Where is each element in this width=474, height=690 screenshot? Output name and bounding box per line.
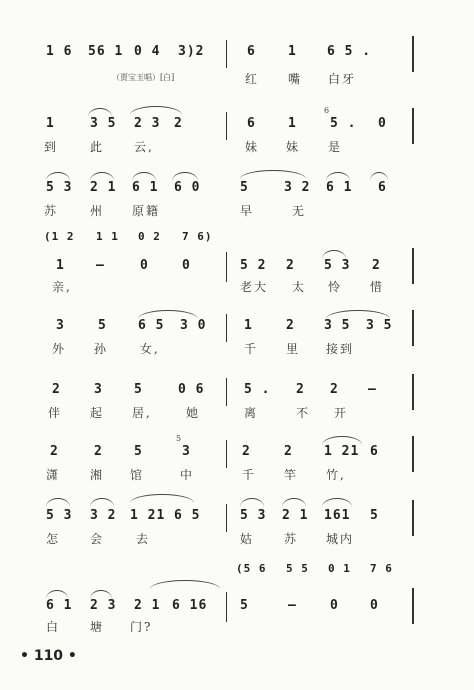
lyric: 竹, bbox=[326, 468, 346, 482]
lyric: 千 bbox=[244, 342, 259, 356]
note: 56 1 bbox=[88, 44, 124, 59]
note: — bbox=[96, 258, 105, 273]
note: 6 5 bbox=[138, 318, 165, 333]
intro-note: 7 6) bbox=[182, 230, 213, 243]
note: 3 5 bbox=[366, 318, 393, 333]
note: 6 bbox=[247, 116, 256, 131]
bar-line bbox=[226, 252, 227, 282]
note: 2 1 bbox=[134, 598, 161, 613]
grace-note: 6 bbox=[324, 106, 330, 115]
note: 5 . bbox=[330, 116, 357, 131]
lyric: 不 bbox=[296, 406, 311, 420]
note: 3)2 bbox=[178, 44, 205, 59]
lyric: 潇 bbox=[46, 468, 61, 482]
lyric: 起 bbox=[90, 406, 105, 420]
lyric: 老大 bbox=[240, 280, 269, 294]
slur bbox=[90, 498, 114, 507]
lyric: 接到 bbox=[326, 342, 355, 356]
note: 6 bbox=[370, 444, 379, 459]
note: 3 0 bbox=[180, 318, 207, 333]
bar-line bbox=[226, 440, 227, 468]
lyric: 白牙 bbox=[328, 72, 357, 86]
lyric: 居, bbox=[132, 406, 152, 420]
slur bbox=[130, 106, 182, 115]
slur bbox=[46, 498, 70, 507]
note: 1 bbox=[46, 116, 55, 131]
lyric: 城内 bbox=[326, 532, 355, 546]
lyric: 千 bbox=[242, 468, 257, 482]
lyric: 离 bbox=[244, 406, 259, 420]
lyric: 太 bbox=[292, 280, 307, 294]
bar-line bbox=[412, 374, 414, 410]
lyric: 无 bbox=[292, 204, 307, 218]
note: 2 bbox=[296, 382, 305, 397]
lyric: 塘 bbox=[90, 620, 105, 634]
lyric: 嘴 bbox=[288, 72, 303, 86]
slur bbox=[322, 498, 352, 507]
page-number: • 110 • bbox=[20, 648, 77, 664]
bar-line bbox=[412, 500, 414, 536]
intro-note: 5 5 bbox=[286, 562, 309, 575]
lyric: 早 bbox=[240, 204, 255, 218]
lyric: 怜 bbox=[328, 280, 343, 294]
grace-note: 5 bbox=[176, 434, 182, 443]
note: 2 bbox=[50, 444, 59, 459]
note: 2 bbox=[174, 116, 183, 131]
score-row-4 bbox=[0, 230, 474, 294]
note: 5 3 bbox=[46, 508, 73, 523]
lyric: 到 bbox=[44, 140, 59, 154]
note: 5 bbox=[134, 444, 143, 459]
lyric: 湘 bbox=[90, 468, 105, 482]
note: 0 6 bbox=[178, 382, 205, 397]
lyric: 州 bbox=[90, 204, 105, 218]
intro-note: 0 1 bbox=[328, 562, 351, 575]
lyric: 开 bbox=[334, 406, 349, 420]
lyric: 会 bbox=[90, 532, 105, 546]
lyric: 去 bbox=[136, 532, 151, 546]
note: 1 bbox=[244, 318, 253, 333]
note: 0 bbox=[370, 598, 379, 613]
lyric: 妹 bbox=[245, 140, 260, 154]
note: — bbox=[288, 598, 297, 613]
note: 0 bbox=[140, 258, 149, 273]
note: 0 bbox=[182, 258, 191, 273]
note: 6 5 bbox=[174, 508, 201, 523]
lyric: 孙 bbox=[94, 342, 109, 356]
score-row-5 bbox=[0, 310, 474, 370]
note: 2 bbox=[372, 258, 381, 273]
lyric: 门? bbox=[130, 620, 153, 634]
note: 1 bbox=[56, 258, 65, 273]
score-row-9 bbox=[0, 562, 474, 634]
bar-line bbox=[412, 248, 414, 284]
note: 3 2 bbox=[284, 180, 311, 195]
note: 5 . bbox=[244, 382, 271, 397]
note: 6 1 bbox=[326, 180, 353, 195]
lyric: 是 bbox=[328, 140, 343, 154]
bar-line bbox=[412, 588, 414, 624]
note: 1 bbox=[288, 116, 297, 131]
slur bbox=[282, 498, 306, 507]
note: 2 bbox=[330, 382, 339, 397]
bar-line bbox=[226, 40, 227, 68]
note: 6 5 . bbox=[327, 44, 372, 59]
note: 0 bbox=[330, 598, 339, 613]
note: 5 3 bbox=[46, 180, 73, 195]
bar-line bbox=[226, 112, 227, 140]
bar-line bbox=[412, 36, 414, 72]
score-row-3 bbox=[0, 172, 474, 232]
note: 2 3 bbox=[134, 116, 161, 131]
note: 6 0 bbox=[174, 180, 201, 195]
note: 2 bbox=[286, 318, 295, 333]
bar-line bbox=[412, 108, 414, 144]
lyric: 里 bbox=[286, 342, 301, 356]
note: 3 5 bbox=[90, 116, 117, 131]
bar-line bbox=[412, 436, 414, 472]
lyric: 女, bbox=[140, 342, 160, 356]
note: 2 bbox=[52, 382, 61, 397]
note: 3 5 bbox=[324, 318, 351, 333]
score-row-1 bbox=[0, 40, 474, 100]
intro-note: 7 6 bbox=[370, 562, 393, 575]
lyric: 姑 bbox=[240, 532, 255, 546]
bar-line bbox=[226, 378, 227, 406]
score-row-7 bbox=[0, 436, 474, 496]
lyric: 馆 bbox=[130, 468, 145, 482]
note: 2 bbox=[284, 444, 293, 459]
bar-line bbox=[226, 592, 227, 622]
note: 1 21 bbox=[130, 508, 166, 523]
note: 5 bbox=[240, 180, 249, 195]
note: 2 bbox=[242, 444, 251, 459]
note: 5 bbox=[98, 318, 107, 333]
note: 3 bbox=[56, 318, 65, 333]
note: 5 bbox=[240, 598, 249, 613]
note: 0 4 bbox=[134, 44, 161, 59]
note: — bbox=[368, 382, 377, 397]
lyric: 竿 bbox=[284, 468, 299, 482]
note: 5 2 bbox=[240, 258, 267, 273]
lyric: 亲, bbox=[52, 280, 72, 294]
note: 5 3 bbox=[240, 508, 267, 523]
intro-note: (5 6 bbox=[236, 562, 267, 575]
note: 0 bbox=[378, 116, 387, 131]
note: 161 bbox=[324, 508, 351, 523]
bar-line bbox=[226, 504, 227, 532]
bar-line bbox=[226, 314, 227, 342]
bar-line bbox=[412, 310, 414, 346]
lyric: 苏 bbox=[44, 204, 59, 218]
note: 2 3 bbox=[90, 598, 117, 613]
note: 5 bbox=[134, 382, 143, 397]
lyric: 原籍 bbox=[132, 204, 161, 218]
lyric: 妹 bbox=[286, 140, 301, 154]
lyric: 外 bbox=[52, 342, 67, 356]
lyric: 红 bbox=[245, 72, 260, 86]
lyric: 白 bbox=[46, 620, 61, 634]
note: 2 1 bbox=[90, 180, 117, 195]
note: 1 bbox=[288, 44, 297, 59]
score-row-6 bbox=[0, 374, 474, 434]
note: 2 1 bbox=[282, 508, 309, 523]
note: 6 1 bbox=[46, 598, 73, 613]
lyric: 中 bbox=[180, 468, 195, 482]
lyric: 她 bbox=[186, 406, 201, 420]
lyric: 惜 bbox=[370, 280, 385, 294]
score-row-8 bbox=[0, 498, 474, 558]
note: 6 16 bbox=[172, 598, 208, 613]
note: 2 bbox=[286, 258, 295, 273]
score-row-2 bbox=[0, 108, 474, 168]
intro-note: (1 2 bbox=[44, 230, 75, 243]
note: 2 bbox=[94, 444, 103, 459]
note: 3 bbox=[182, 444, 191, 459]
slur bbox=[150, 580, 220, 589]
lyric: 伴 bbox=[48, 406, 63, 420]
note: 3 2 bbox=[90, 508, 117, 523]
note: 1 21 bbox=[324, 444, 360, 459]
singer-label: （贾宝玉唱）[白] bbox=[112, 73, 175, 82]
note: 5 3 bbox=[324, 258, 351, 273]
lyric: 云, bbox=[134, 140, 154, 154]
lyric: 此 bbox=[90, 140, 105, 154]
note: 6 1 bbox=[132, 180, 159, 195]
note: 3 bbox=[94, 382, 103, 397]
slur bbox=[240, 498, 264, 507]
lyric: 怎 bbox=[46, 532, 61, 546]
note: 6 bbox=[247, 44, 256, 59]
lyric: 苏 bbox=[284, 532, 299, 546]
slur bbox=[240, 170, 306, 179]
intro-note: 0 2 bbox=[138, 230, 161, 243]
note: 5 bbox=[370, 508, 379, 523]
note: 6 bbox=[378, 180, 387, 195]
note: 1 6 bbox=[46, 44, 73, 59]
intro-note: 1 1 bbox=[96, 230, 119, 243]
